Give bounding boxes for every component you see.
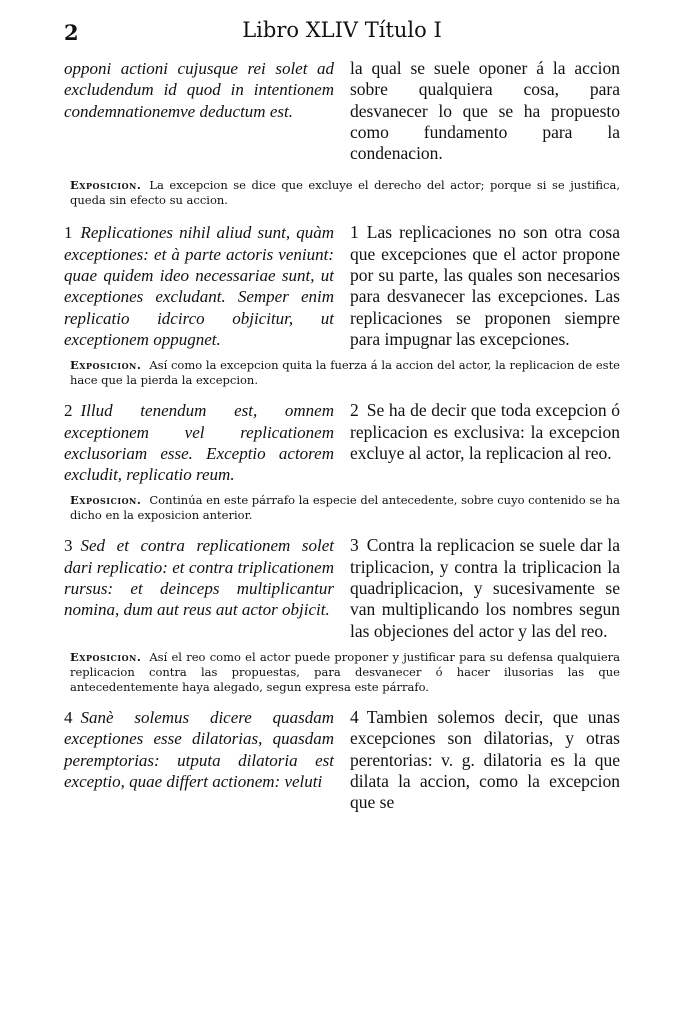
paragraph-number: 1 (350, 222, 359, 243)
spanish-paragraph: Tambien solemos decir, que unas excepciones son dilatorias, y otras perentorias: v. g. dilatoria es la que dilata la accion, como la excepcion que se (350, 706, 620, 813)
paragraph-number: 3 (64, 536, 73, 556)
spanish-text (350, 58, 620, 164)
text-block (64, 58, 620, 164)
exposicion-text: Continúa en este párrafo la especie del antecedente, sobre cuyo contenido se ha dicho en la exposicion anterior. (70, 493, 620, 523)
text-block (64, 222, 620, 350)
latin-paragraph: Sanè solemus dicere quasdam exceptiones esse dilatorias, quasdam peremptorias: utputa dilatoria est exceptio, quae differt actionem: veluti (64, 707, 334, 791)
latin-text (64, 222, 334, 350)
latin-paragraph: Illud tenendum est, omnem exceptionem vel replicationem exclusoriam esse. Exceptio actorem excludit, replicatio reum. (64, 401, 334, 485)
exposicion-text: La excepcion se dice que excluye el derecho del actor; porque si se justifica, queda sin efecto su accion. (70, 178, 620, 208)
exposicion (70, 650, 620, 695)
text-block (64, 707, 620, 813)
page-header (64, 0, 620, 58)
exposicion-label: Exposicion. (70, 178, 142, 193)
latin-paragraph: Sed et contra replicationem solet dari replicatio: et contra triplicationem rursus: et deinceps multiplicantur nomina, dum aut reus aut actor objicit. (64, 536, 334, 620)
paragraph-number: 4 (350, 706, 359, 727)
latin-paragraph: opponi actioni cujusque rei solet ad excludendum id quod in intentionem condemnationemve deductum est. (64, 59, 334, 121)
latin-text (64, 535, 334, 641)
latin-text (64, 707, 334, 813)
spanish-text (350, 707, 620, 813)
paragraph-number: 2 (350, 400, 359, 421)
latin-text (64, 400, 334, 485)
spanish-text (350, 400, 620, 485)
running-head: Libro XLIV Título I (242, 18, 442, 42)
exposicion-label: Exposicion. (70, 649, 142, 664)
paragraph-number: 3 (350, 535, 359, 556)
exposicion-label: Exposicion. (70, 358, 142, 373)
paragraph-number: 4 (64, 707, 73, 727)
paragraph-number: 1 (64, 223, 73, 243)
latin-paragraph: Replicationes nihil aliud sunt, quàm exceptiones: et à parte actoris veniunt: quae quidem ideo necessariae sunt, ut exceptiones excludant. Semper enim replicatio idcirco objicitur, ut exceptionem oppugnet. (64, 223, 334, 349)
exposicion-text: Así el reo como el actor puede proponer y justificar para su defensa qualquiera replicacion contra las propuestas, para desvanecer ó hacer ilusorias las que antecedentemente haya alegado, segun expresa este párrafo. (70, 649, 620, 694)
spanish-paragraph: Contra la replicacion se suele dar la triplicacion, y contra la triplicacion la quadriplicacion, y sucesivamente se van multiplicando los nombres segun las objeciones del actor y las del reo. (350, 535, 620, 641)
latin-text (64, 58, 334, 164)
spanish-paragraph: la qual se suele oponer á la accion sobre qualquiera cosa, para desvanecer lo que se ha propuesto como fundamento para la condenacion. (350, 58, 620, 164)
paragraph-number: 2 (64, 401, 73, 421)
exposicion (70, 178, 620, 208)
exposicion-text: Así como la excepcion quita la fuerza á la accion del actor, la replicacion de este hace que la pierda la excepcion. (70, 358, 620, 388)
spanish-paragraph: Las replicaciones no son otra cosa que excepciones que el actor propone por su parte, las quales son necesarios para desvanecer las excepciones. Las replicaciones se proponen siempre para impugnar las excepciones. (350, 222, 620, 349)
exposicion (70, 493, 620, 523)
exposicion (70, 358, 620, 388)
spanish-text (350, 535, 620, 641)
text-block (64, 400, 620, 485)
text-block (64, 535, 620, 641)
page-number: 2 (64, 20, 79, 45)
spanish-text (350, 222, 620, 350)
exposicion-label: Exposicion. (70, 493, 142, 508)
spanish-paragraph: Se ha de decir que toda excepcion ó replicacion es exclusiva: la excepcion excluye al actor, la replicacion al reo. (350, 400, 620, 463)
